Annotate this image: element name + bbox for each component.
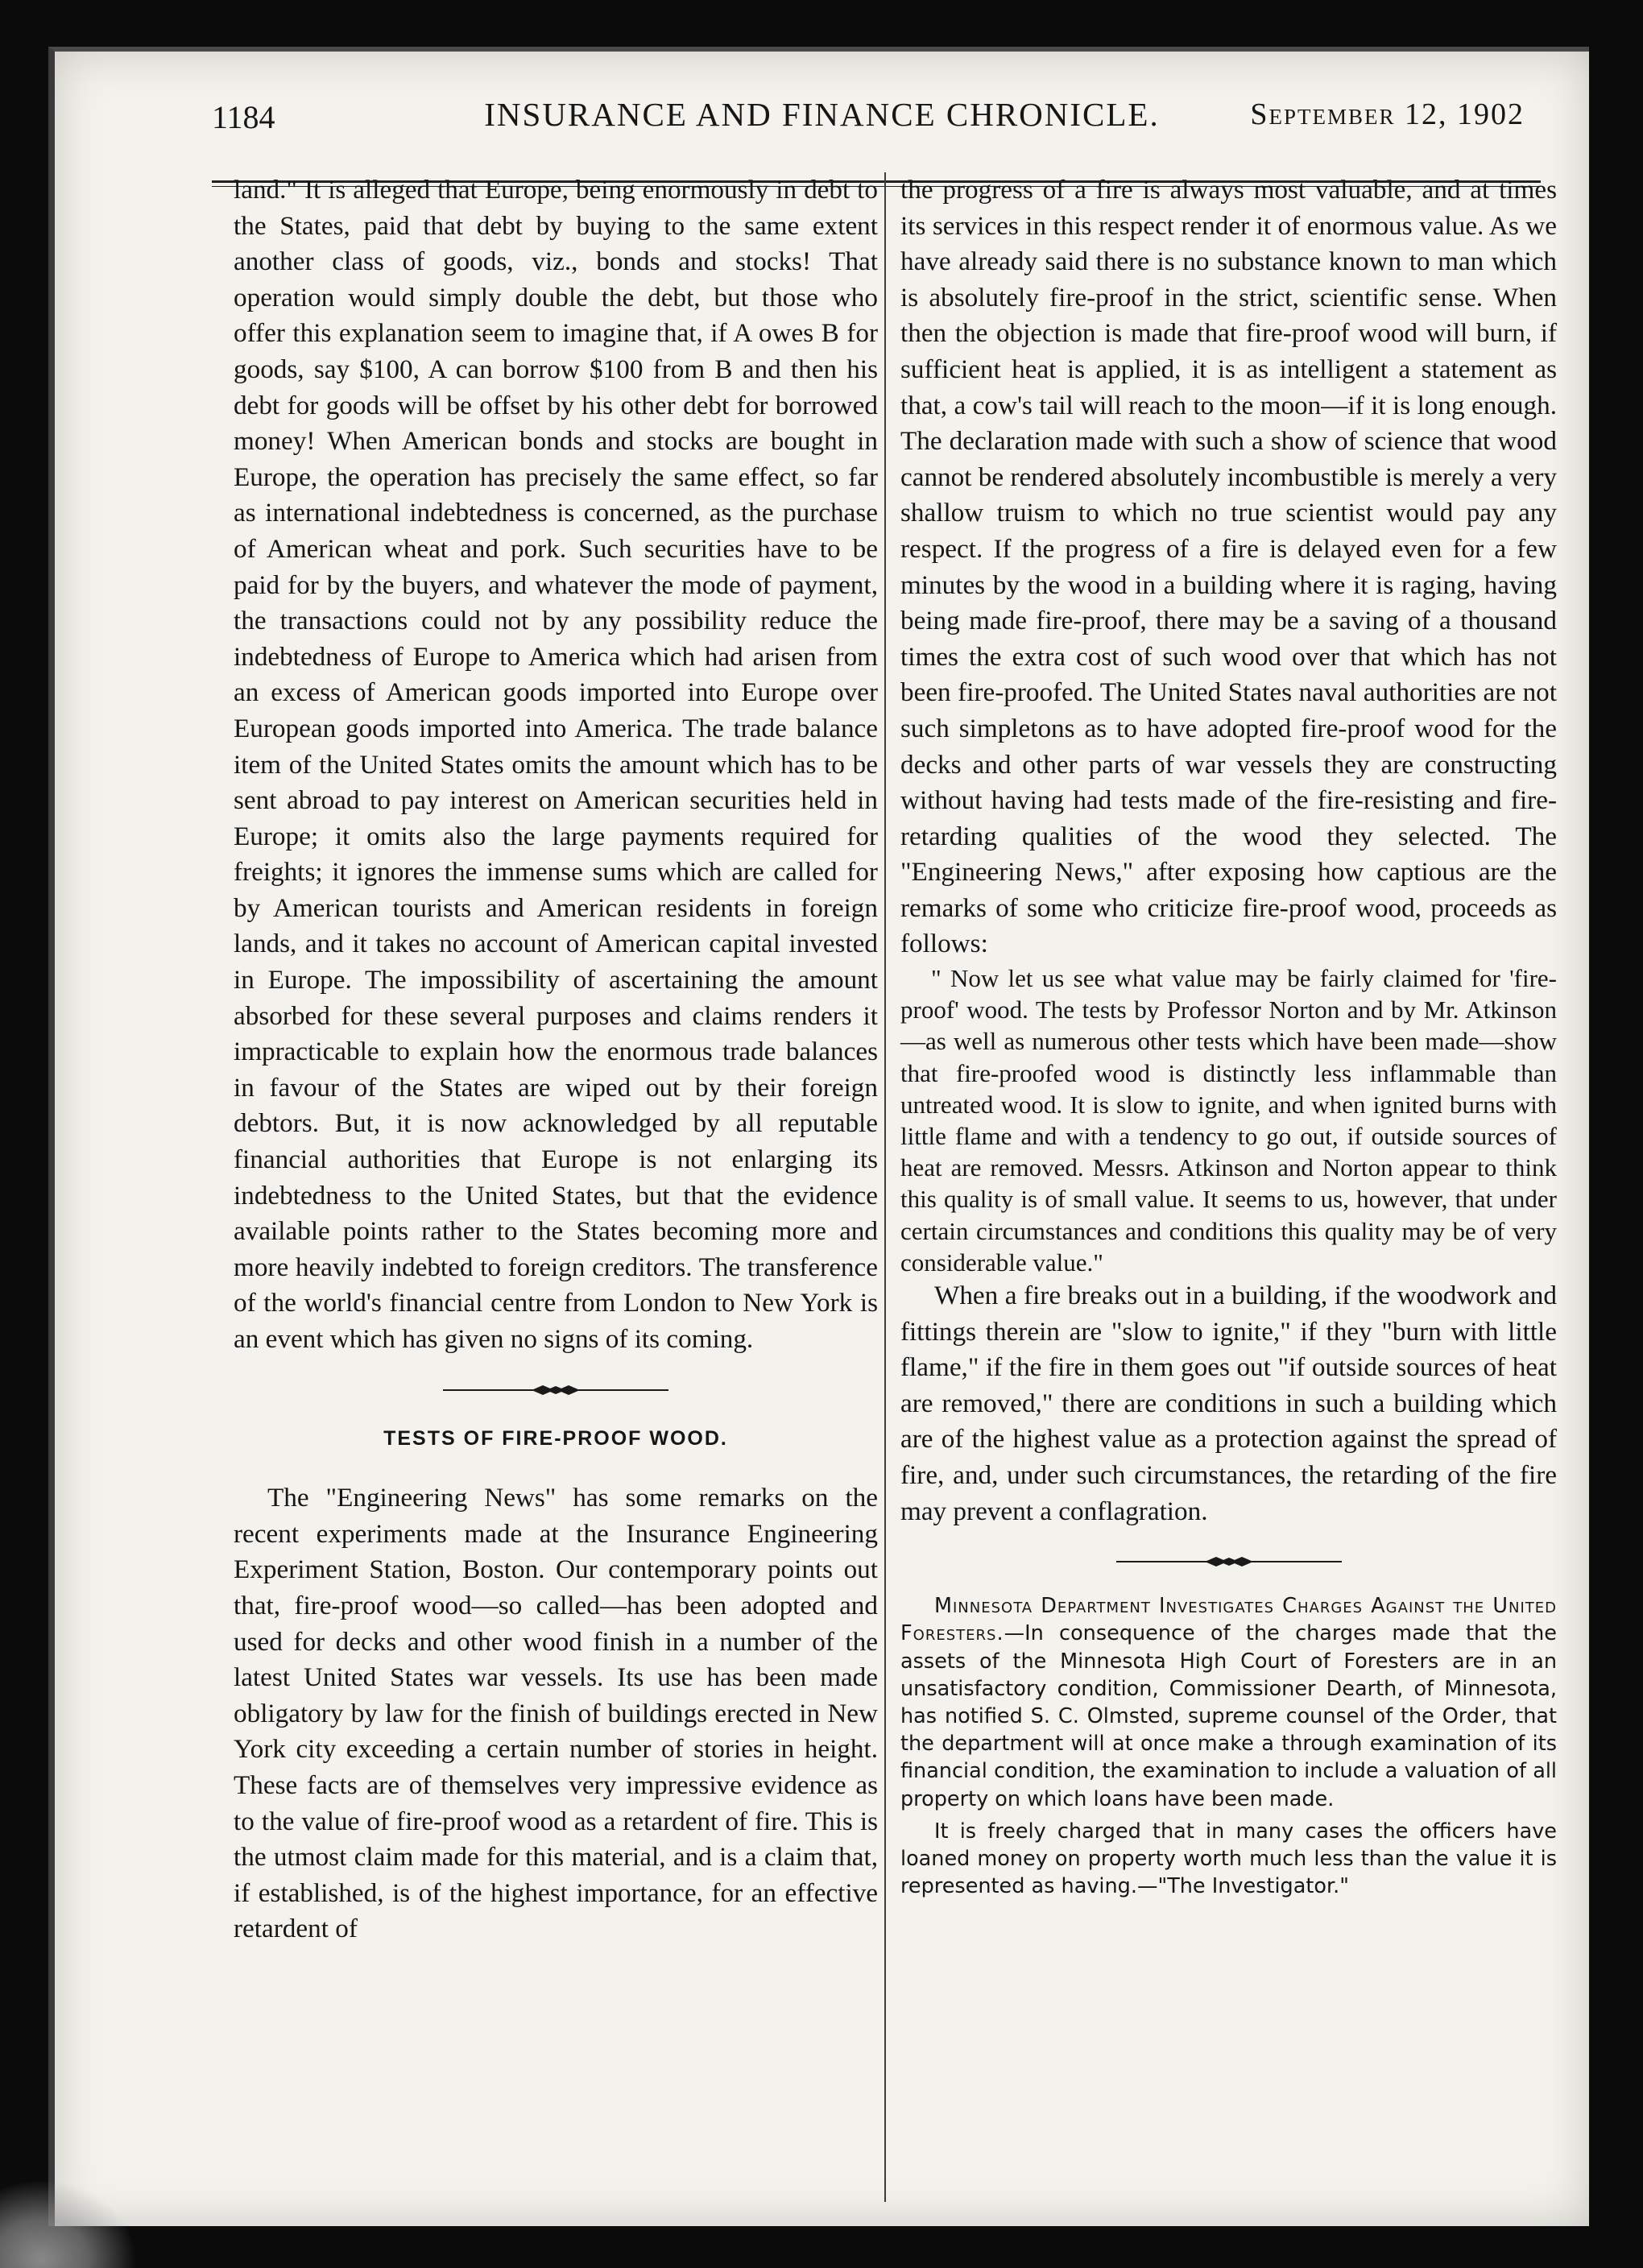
section-heading: TESTS OF FIRE-PROOF WOOD. [383,1426,728,1450]
scan-artifact [0,2179,137,2268]
closing-paragraph: When a fire breaks out in a building, if the woodwork and fittings therein are "slow to ignite," if they "burn with little flame," if the fire in them goes out "if outside sources of heat are removed," there are conditions in such a building which are of the highest value as a protection against the spread of fire, and, under such circumstances, the retarding of the fire may prevent a conflagration. [900,1281,1557,1526]
journal-title: INSURANCE AND FINANCE CHRONICLE. [484,96,1160,133]
news-item-body: —In consequence of the charges made that the assets of the Minnesota High Court of Foresters are in an unsatisfactory condition, Commissioner Dearth, of Minnesota, has notified S. C. Olmsted, supreme counsel of the Order, that the department will at once make a through examination of its financial condition, the examination to include a valuation of all property on which loans have been made. [900,1621,1557,1811]
right-column [900,172,1557,1900]
ornament-divider-icon [443,1384,668,1397]
fire-proof-wood-article-text: The "Engineering News" has some remarks on the recent experiments made at the Insurance Engineering Experiment Station, Boston. Our contemporary points out that, fire-proof wood—so called—has been adopted and used for decks and other wood finish in a number of the latest United States war vessels. Its use has been made obligatory by law for the finish of buildings erected in New York city exceeding a certain number of stories in height. These facts are of themselves very impressive evidence as to the value of fire-proof wood as a retardent of fire. This is the utmost claim made for this material, and is a claim that, if established, is of the highest importance, for an effective retardent of [234,1483,878,1944]
issue-date: September 12, 1902 [1250,97,1525,131]
engineering-news-quote: " Now let us see what value may be fairly claimed for 'fire-proof' wood. The tests by Professor Norton and by Mr. Atkinson—as well as numerous other tests which have been made—show that fire-proofed wood is distinctly less inflammable than untreated wood. It is slow to ignite, and when ignited burns with little flame and with a tendency to go out, if outside sources of heat are removed. Messrs. Atkinson and Norton appear to think this quality is of small value. It seems to us, however, that under certain circumstances and conditions this quality may be of very considerable value." [900,964,1557,1277]
news-item-headline: Minnesota Department Investigates Charges Against the United Foresters. [900,1594,1557,1646]
newspaper-page [48,47,1589,2226]
news-item-second-paragraph: It is freely charged that in many cases the officers have loaned money on property worth much less than the value it is represented as having.—"The Investigator." [900,1819,1557,1899]
news-item-minnesota [900,1592,1557,1813]
trade-balance-article-text: land." It is alleged that Europe, being enormously in debt to the States, paid that debt by buying to the same extent another class of goods, viz., bonds and stocks! That operation would simply double the debt, but those who offer this explanation seem to imagine that, if A owes B for goods, say $100, A can borrow $100 from B and then his debt for goods will be offset by his other debt for borrowed money! When American bonds and stocks are bought in Europe, the operation has precisely the same effect, so far as international indebtedness is concerned, as the purchase of American wheat and pork. Such securities have to be paid for by the buyers, and whatever the mode of payment, the transactions could not by any possibility reduce the indebtedness of Europe to America which had arisen from an excess of American goods imported into Europe over European goods imported into America. The trade balance item of the United States omits the amount which has to be sent abroad to pay interest on American securities held in Europe; it omits also the large payments required for freights; it ignores the immense sums which are called for by American tourists and American residents in foreign lands, and it takes no account of American capital invested in Europe. The impossibility of ascertaining the amount absorbed for these several purposes and claims renders it impracticable to explain how the enormous trade balances in favour of the States are wiped out by their foreign debtors. But, it is now acknowledged by all reputable financial authorities that Europe is not enlarging its indebtedness to the United States, but that the evidence available points rather to the States becoming more and more heavily indebted to foreign creditors. The transference of the world's financial centre from London to New York is an event which has given no signs of its coming. [234,175,878,1354]
section-ornament-right [900,1555,1557,1568]
fire-proof-wood-continued-text: the progress of a fire is always most valuable, and at times its services in this respect render it of enormous value. As we have already said there is no substance known to man which is absolutely fire-proof in the strict, scientific sense. When then the objection is made that fire-proof wood will burn, if sufficient heat is applied, it is as intelligent a statement as that, a cow's tail will reach to the moon—if it is long enough. The declaration made with such a show of science that wood cannot be rendered absolutely incombustible is merely a very shallow truism to which no true scientist would pay any respect. If the progress of a fire is delayed even for a few minutes by the wood in a building where it is raging, having being made fire-proof, there may be a saving of a thousand times the extra cost of such wood over that which has not been fire-proofed. The United States naval authorities are not such simpletons as to have adopted fire-proof wood for the decks and other parts of war vessels they are constructing without having had tests made of the fire-resisting and fire-retarding qualities of the wood they selected. The "Engineering News," after exposing how captious are the remarks of some who criticize fire-proof wood, proceeds as follows: [900,175,1557,959]
ornament-divider-icon [1116,1555,1342,1568]
page-number: 1184 [212,99,275,135]
column-divider [884,172,886,2202]
page-header [55,92,1589,148]
section-ornament [234,1384,878,1397]
left-column [234,172,878,1947]
